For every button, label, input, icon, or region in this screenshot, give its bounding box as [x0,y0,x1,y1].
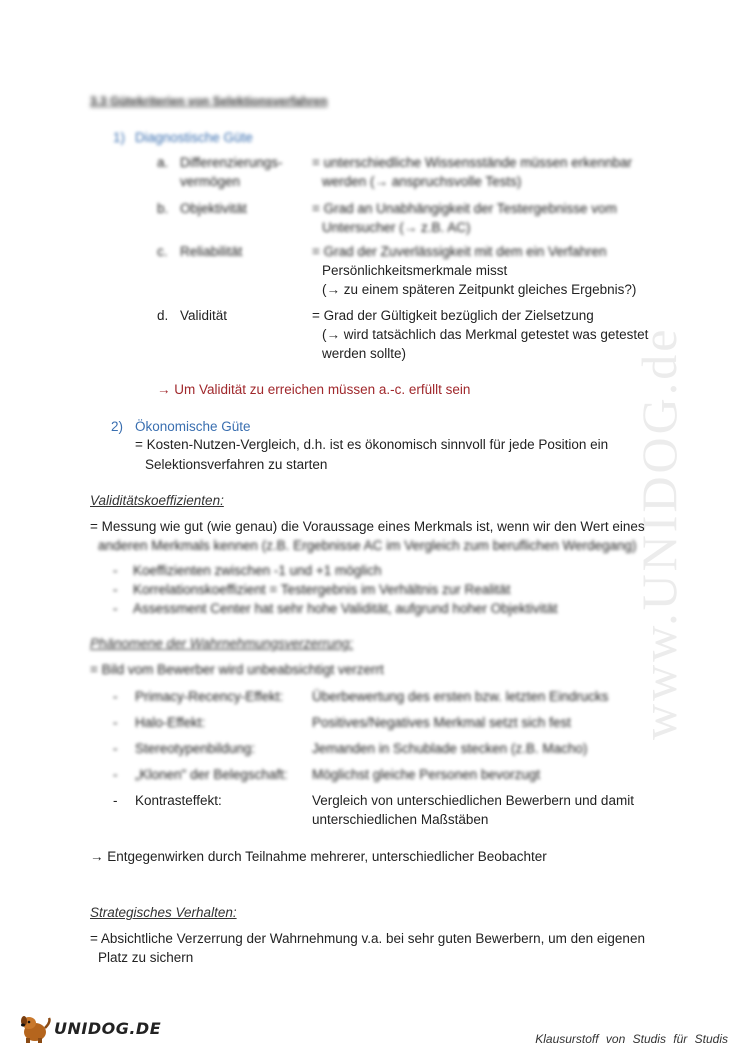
perception-item-3-dash: - [113,741,118,756]
validity-bullet-1-text: Koeffizienten zwischen -1 und +1 möglich [133,563,382,578]
watermark: www.UNIDOG.de [631,326,687,740]
item-c-def-3: (→ zu einem späteren Zeitpunkt gleiches Ergebnis?) [322,282,637,297]
item-c-def-1: = Grad der Zuverlässigkeit mit dem ein Verfahren [312,244,607,259]
item-a-term-2: vermögen [180,174,241,189]
item-d-def-3: werden sollte) [322,346,407,361]
diagnostic-number: 1) [113,130,126,145]
footer-text: Klausurstoff von Studis für Studis [535,1032,728,1046]
perception-item-4-dash: - [113,767,118,782]
validity-bullet-2-text: Korrelationskoeffizient = Testergebnis im Verhältnis zur Realität [133,582,511,597]
validity-coeff-line-1: = Messung wie gut (wie genau) die Voraussage eines Merkmals ist, wenn wir den Wert eines [90,519,645,534]
perception-item-1-term: Primacy-Recency-Effekt: [135,689,284,704]
section-heading: 3.3 Gütekriterien von Selektionsverfahren [90,94,328,108]
validity-coeff-heading: Validitätskoeffizienten: [90,493,224,508]
dog-icon [18,1012,52,1044]
item-c-term: Reliabilität [180,244,243,259]
validity-bullet-1: - Koeffizienten zwischen -1 und +1 möglich [113,563,382,578]
item-a-letter: a. [157,155,169,170]
item-b-def-2: Untersucher (→ z.B. AC) [322,220,471,235]
perception-note: → Entgegenwirken durch Teilnahme mehrerer, unterschiedlicher Beobachter [90,849,547,864]
item-b-term: Objektivität [180,201,247,216]
item-a-term-1: Differenzierungs- [180,155,283,170]
economic-title: Ökonomische Güte [135,419,251,434]
validity-bullet-3-text: Assessment Center hat sehr hohe Validität, aufgrund hoher Objektivität [133,601,558,616]
diagnostic-title: Diagnostische Güte [135,130,253,145]
item-b-letter: b. [157,201,169,216]
perception-item-5-dash: - [113,793,118,808]
perception-item-2-term: Halo-Effekt: [135,715,206,730]
perception-item-5-def-2: unterschiedlichen Maßstäben [312,812,489,827]
unidog-logo[interactable] [18,1012,161,1044]
item-d-def-1: = Grad der Gültigkeit bezüglich der Zielsetzung [312,308,594,323]
strategic-heading: Strategisches Verhalten: [90,905,237,920]
perception-item-4-term: „Klonen" der Belegschaft: [135,767,288,782]
economic-line-2: Selektionsverfahren zu starten [145,457,328,472]
item-c-def-2: Persönlichkeitsmerkmale misst [322,263,508,278]
strategic-line-1: = Absichtliche Verzerrung der Wahrnehmung v.a. bei sehr guten Bewerbern, um den eigenen [90,931,645,946]
validity-bullet-2: - Korrelationskoeffizient = Testergebnis im Verhältnis zur Realität [113,582,511,597]
perception-item-1-dash: - [113,689,118,704]
item-a-def-2: werden (→ anspruchsvolle Tests) [322,174,522,189]
item-a-def-1: = unterschiedliche Wissensstände müssen erkennbar [312,155,633,170]
validity-note: → Um Validität zu erreichen müssen a.-c. erfüllt sein [157,382,471,397]
item-b-def-1: = Grad an Unabhängigkeit der Testergebnisse vom [312,201,617,216]
perception-item-3-def: Jemanden in Schublade stecken (z.B. Macho) [312,741,588,756]
perception-intro: = Bild vom Bewerber wird unbeabsichtigt verzerrt [90,662,384,677]
item-d-letter: d. [157,308,169,323]
economic-line-1: = Kosten-Nutzen-Vergleich, d.h. ist es ökonomisch sinnvoll für jede Position ein [135,437,609,452]
perception-item-3-term: Stereotypenbildung: [135,741,256,756]
strategic-line-2: Platz zu sichern [98,950,194,965]
perception-item-2-dash: - [113,715,118,730]
perception-item-1-def: Überbewertung des ersten bzw. letzten Eindrucks [312,689,609,704]
item-d-term: Validität [180,308,228,323]
item-c-letter: c. [157,244,168,259]
perception-heading: Phänomene der Wahrnehmungsverzerrung: [90,636,354,651]
perception-item-2-def: Positives/Negatives Merkmal setzt sich fest [312,715,571,730]
validity-coeff-line-2: anderen Merkmals kennen (z.B. Ergebnisse AC im Vergleich zum beruflichen Werdegang) [98,538,637,553]
economic-number: 2) [111,419,124,434]
validity-bullet-3: - Assessment Center hat sehr hohe Validität, aufgrund hoher Objektivität [113,601,558,616]
perception-item-5-def: Vergleich von unterschiedlichen Bewerbern und damit [312,793,634,808]
perception-item-4-def: Möglichst gleiche Personen bevorzugt [312,767,541,782]
logo-text: UNIDOG.DE [54,1018,162,1038]
perception-item-5-term: Kontrasteffekt: [135,793,222,808]
item-d-def-2: (→ wird tatsächlich das Merkmal getestet was getestet [322,327,649,342]
